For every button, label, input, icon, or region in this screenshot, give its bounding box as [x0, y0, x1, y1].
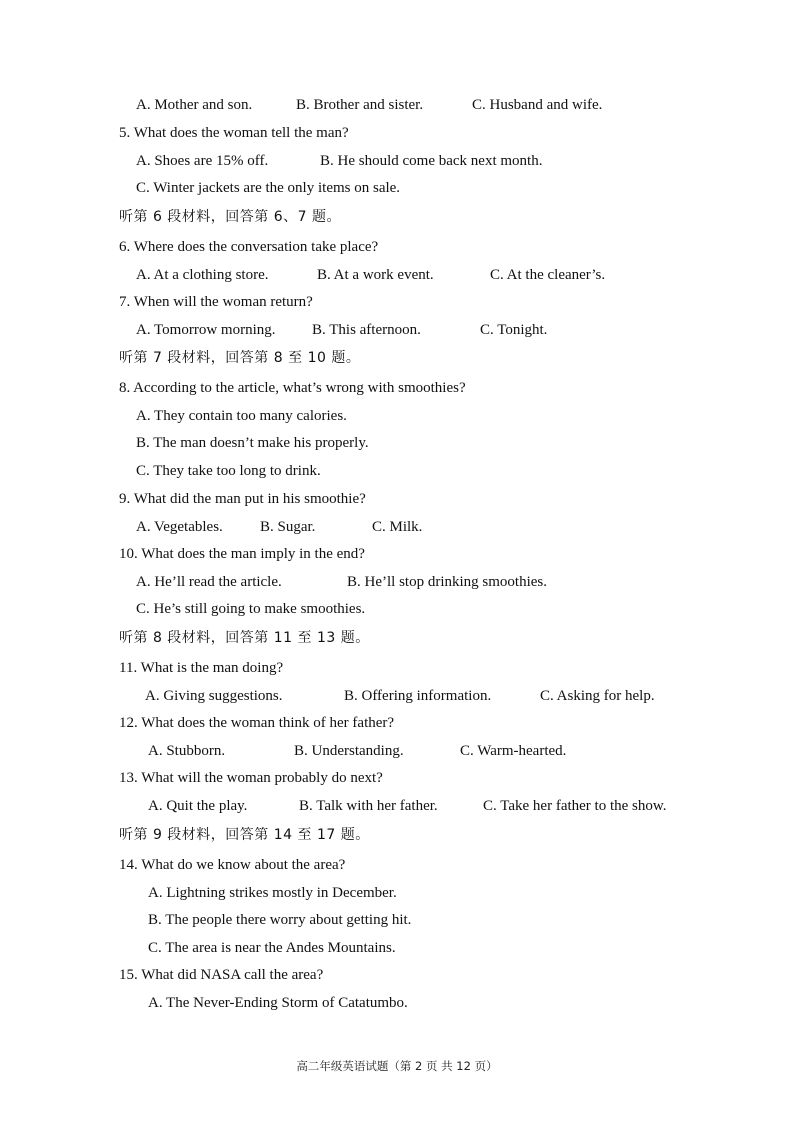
q6-option-b: B. At a work event. — [317, 267, 434, 283]
q11-option-c: C. Asking for help. — [540, 688, 655, 704]
q4-option-c: C. Husband and wife. — [472, 97, 603, 113]
q13-option-a: A. Quit the play. — [148, 798, 248, 814]
q6-option-a: A. At a clothing store. — [136, 267, 269, 283]
q5-option-b: B. He should come back next month. — [320, 153, 543, 169]
q12-option-c: C. Warm-hearted. — [460, 743, 567, 759]
q8-option-a: A. They contain too many calories. — [136, 408, 347, 424]
q10-question: 10. What does the man imply in the end? — [119, 546, 365, 562]
q7-question: 7. When will the woman return? — [119, 294, 313, 310]
q13-question: 13. What will the woman probably do next? — [119, 770, 383, 786]
q7-option-b: B. This afternoon. — [312, 322, 421, 338]
q7-option-a: A. Tomorrow morning. — [136, 322, 276, 338]
q13-option-b: B. Talk with her father. — [299, 798, 438, 814]
section-9-instruction: 听第 9 段材料，回答第 14 至 17 题。 — [119, 827, 370, 843]
q11-option-b: B. Offering information. — [344, 688, 492, 704]
q12-option-a: A. Stubborn. — [148, 743, 226, 759]
q6-option-c: C. At the cleaner’s. — [490, 267, 606, 283]
q9-option-b: B. Sugar. — [260, 519, 316, 535]
q10-option-b: B. He’ll stop drinking smoothies. — [347, 574, 547, 590]
q4-option-a: A. Mother and son. — [136, 97, 253, 113]
q8-option-b: B. The man doesn’t make his properly. — [136, 435, 369, 451]
q12-option-b: B. Understanding. — [294, 743, 404, 759]
q10-option-a: A. He’ll read the article. — [136, 574, 282, 590]
q14-option-b: B. The people there worry about getting hit. — [148, 912, 412, 928]
page-footer: 高二年级英语试题（第 2 页 共 12 页） — [296, 1059, 498, 1073]
q15-question: 15. What did NASA call the area? — [119, 967, 324, 983]
q13-option-c: C. Take her father to the show. — [483, 798, 667, 814]
section-6-instruction: 听第 6 段材料，回答第 6、7 题。 — [119, 209, 342, 225]
q8-question: 8. According to the article, what’s wrong with smoothies? — [119, 380, 466, 396]
q9-option-a: A. Vegetables. — [136, 519, 223, 535]
q15-option-a: A. The Never-Ending Storm of Catatumbo. — [148, 995, 408, 1011]
q7-option-c: C. Tonight. — [480, 322, 548, 338]
section-8-instruction: 听第 8 段材料，回答第 11 至 13 题。 — [119, 630, 370, 646]
q12-question: 12. What does the woman think of her father? — [119, 715, 395, 731]
q9-question: 9. What did the man put in his smoothie? — [119, 491, 366, 507]
q9-option-c: C. Milk. — [372, 519, 423, 535]
q14-option-c: C. The area is near the Andes Mountains. — [148, 940, 396, 956]
q10-option-c: C. He’s still going to make smoothies. — [136, 601, 366, 617]
q4-option-b: B. Brother and sister. — [296, 97, 424, 113]
q14-option-a: A. Lightning strikes mostly in December. — [148, 885, 397, 901]
q5-question: 5. What does the woman tell the man? — [119, 125, 349, 141]
q14-question: 14. What do we know about the area? — [119, 857, 346, 873]
q5-option-c: C. Winter jackets are the only items on sale. — [136, 180, 401, 196]
q8-option-c: C. They take too long to drink. — [136, 463, 321, 479]
section-7-instruction: 听第 7 段材料，回答第 8 至 10 题。 — [119, 350, 361, 366]
q11-question: 11. What is the man doing? — [119, 660, 284, 676]
q5-option-a: A. Shoes are 15% off. — [136, 153, 269, 169]
q11-option-a: A. Giving suggestions. — [145, 688, 283, 704]
q6-question: 6. Where does the conversation take place? — [119, 239, 379, 255]
